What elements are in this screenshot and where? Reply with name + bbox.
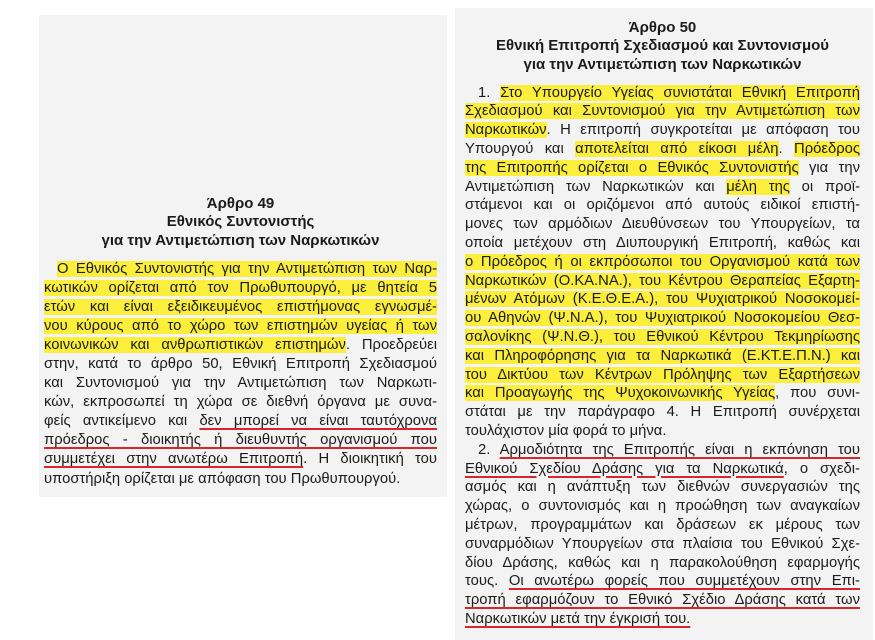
text-segment: συναρμόδιων Υπουργείων στα πλαίσια του Εθνικού Σχε- [465, 535, 860, 552]
text-segment: στην, κατά το άρθρο 50, Εθνική Επιτροπή Σχεδιασμού [44, 355, 437, 372]
highlighted-text: σαλονίκης (Ψ.Ν.Θ.), του Εθνικού Κέντρου Τεκμηρίωσης [465, 328, 860, 345]
text-line [465, 347, 860, 366]
text-segment: οι προϊ- [789, 178, 861, 195]
highlighted-text: νου κύρους από το χώρο των επιστημών υγείας ή των [44, 317, 437, 334]
text-line [465, 84, 860, 103]
text-segment: μέτρων, προγραμμάτων και δράσεων εκ μέρους των [465, 516, 860, 533]
article-number: Άρθρο 49 [206, 194, 275, 212]
text-line [465, 328, 860, 347]
article-body [44, 260, 437, 489]
text-line [465, 366, 860, 385]
highlighted-text: Σχεδιασμού και Συντονισμού για την Αντιμετώπιση των [465, 103, 860, 120]
highlighted-text: Πρόεδρος [794, 140, 860, 157]
text-line [465, 253, 860, 272]
text-line [465, 591, 860, 610]
text-line [44, 298, 437, 317]
text-line [465, 554, 860, 573]
text-line [44, 393, 437, 412]
text-segment: υποστήριξη ορίζεται με απόφαση του Πρωθυπουργού. [44, 470, 401, 487]
highlighted-text: ετών και είναι εξειδικευμένος επιστήμονας εγνωσμέ- [44, 298, 437, 315]
highlighted-text: του Δικτύου των Κέντρων Πρόληψης των Εξαρτήσεων [465, 366, 860, 383]
underlined-text: πρόεδρος - διοικητής ή διευθυντής οργανισμού που [44, 432, 437, 449]
highlighted-text: κοινωνικών και ανθρωπιστικών επιστημών [44, 336, 346, 353]
text-line [465, 178, 860, 197]
text-line [465, 121, 860, 140]
text-line [465, 478, 860, 497]
text-line [44, 355, 437, 374]
highlighted-text: και Προαγωγής της Ψυχοκοινωνικής Υγείας [465, 385, 776, 402]
article-number: Άρθρο 50 [628, 18, 697, 36]
text-line [465, 159, 860, 178]
text-line [465, 422, 860, 441]
text-segment: Υπουργού και [465, 140, 576, 157]
underlined-text: Ναρκωτικών μετά την έγκρισή του. [465, 610, 691, 627]
highlighted-text: και Πληροφόρησης για τα Ναρκωτικά (Ε.ΚΤ.Ε.Π.Ν.) και [465, 347, 860, 364]
text-segment: κών, εκπροσωπεί τη χώρα σε διεθνή όργανα με συνα- [44, 394, 437, 411]
text-segment: . [778, 140, 795, 157]
text-segment: , ο σχεδι- [783, 460, 860, 477]
text-line [465, 140, 860, 159]
text-segment: στάται με την παράγραφο 4. Η Επιτροπή συνέρχεται [465, 404, 860, 421]
text-line [465, 535, 860, 554]
highlighted-text: Στο Υπουργείο Υγείας συνιστάται Εθνική Επιτροπή [500, 84, 861, 101]
text-segment: και Συντονισμού για την Αντιμετώπιση των Ναρκωτι- [44, 375, 437, 392]
text-segment: για την [798, 159, 860, 176]
highlighted-text: αποτελείται από είκοσι μέλη [575, 140, 779, 157]
highlighted-text: Ναρκωτικών [465, 122, 547, 139]
underlined-text: Οι ανωτέρω φορείς που συμμετέχουν στην Επι- [508, 573, 860, 590]
text-segment: δίου Δράσης, καθώς και η παρακολούθηση εφαρμογής [465, 554, 860, 571]
underlined-text: Εθνικού Σχεδίου Δράσης για τα Ναρκωτικά [465, 460, 784, 477]
text-line [465, 441, 860, 460]
underlined-text: δεν μπορεί να είναι ταυτόχρονα [199, 413, 437, 430]
highlighted-text: της Επιτροπής ορίζεται ο Εθνικός Συντονιστής [465, 159, 799, 176]
text-line [44, 470, 437, 489]
text-segment: οποία μετέχουν στη Διυπουργική Επιτροπή, καθώς και [465, 234, 860, 251]
text-segment: τους. [465, 573, 509, 590]
text-line [44, 450, 437, 469]
text-line [465, 102, 860, 121]
article-title-line: Εθνικός Συντονιστής [166, 213, 315, 230]
text-line [465, 610, 860, 629]
text-segment: μονες των αρμόδιων Διευθύνσεων του Υπουργείων, τα [465, 216, 860, 233]
text-segment: ασμός και η ανάπτυξη των διεθνών συνεργασιών της [465, 479, 860, 496]
text-line [44, 431, 437, 450]
text-line [465, 215, 860, 234]
article-49-panel [39, 15, 447, 497]
text-segment: Αντιμετώπιση των Ναρκωτικών και [465, 178, 727, 195]
text-line [44, 317, 437, 336]
text-line [465, 497, 860, 516]
text-segment: . Προεδρεύει [345, 336, 437, 353]
article-50-panel [455, 8, 873, 640]
text-segment: στάμενοι και οι οριζόμενοι από αυτούς ειδικοί επιστή- [465, 197, 860, 214]
underlined-text: Αρμοδιότητα της Επιτροπής είναι η εκπόνηση του [499, 441, 860, 458]
paragraph-number: 1. [478, 84, 501, 101]
article-heading [465, 19, 860, 75]
highlighted-text: Ο Εθνικός Συντονιστής για την Αντιμετώπιση των Ναρ- [57, 260, 437, 277]
article-title-line: για την Αντιμετώπιση των Ναρκωτικών [101, 231, 380, 249]
text-segment: . Η επιτροπή συγκροτείται με απόφαση του [546, 122, 860, 139]
text-line [465, 516, 860, 535]
text-line [44, 374, 437, 393]
text-line [465, 290, 860, 309]
text-line [44, 412, 437, 431]
highlighted-text: ο Πρόεδρος ή οι εκπρόσωποι του Οργανισμού κατά των [465, 253, 860, 270]
text-line [44, 279, 437, 298]
text-line [44, 336, 437, 355]
text-segment: τουλάχιστον μία φορά το μήνα. [465, 422, 667, 439]
text-line [465, 234, 860, 253]
text-line [465, 196, 860, 215]
highlighted-text: Ναρκωτικών (Ο.ΚΑ.ΝΑ.), του Κέντρου Θεραπείας Εξαρτη- [465, 272, 860, 289]
paragraph-number: 2. [478, 441, 500, 458]
text-line [465, 403, 860, 422]
text-segment: , που συνι- [775, 385, 860, 402]
text-segment: . Η διοικητική του [303, 451, 437, 468]
text-line [465, 272, 860, 291]
text-segment: φείς αντικείμενο και [44, 413, 200, 430]
underlined-text: τροπή εφαρμόζουν το Εθνικό Σχέδιο Δράσης κατά των [465, 592, 860, 609]
highlighted-text: μένων Ατόμων (Κ.Ε.Θ.Ε.Α.), του Ψυχιατρικού Νοσοκομεί- [465, 291, 860, 308]
underlined-text: συμμετέχει στην ανωτέρω Επιτροπή [44, 451, 304, 468]
text-segment: χώρας, ο συντονισμός και η προώθηση των αναγκαίων [465, 498, 860, 515]
highlighted-text: ου Αθηνών (Ψ.Ν.Α.), του Ψυχιατρικού Νοσοκομείου Θεσ- [465, 310, 860, 327]
highlighted-text: μέλη της [726, 178, 790, 195]
article-body [465, 84, 860, 629]
article-title-line: για την Αντιμετώπιση των Ναρκωτικών [523, 55, 802, 73]
article-title-line: Εθνική Επιτροπή Σχεδιασμού και Συντονισμού [495, 37, 830, 55]
article-heading [44, 195, 437, 251]
text-line [44, 260, 437, 279]
text-line [465, 460, 860, 479]
highlighted-text: κωτικών ορίζεται από τον Πρωθυπουργό, με θητεία 5 [44, 279, 437, 296]
text-line [465, 309, 860, 328]
text-line [465, 572, 860, 591]
text-line [465, 384, 860, 403]
